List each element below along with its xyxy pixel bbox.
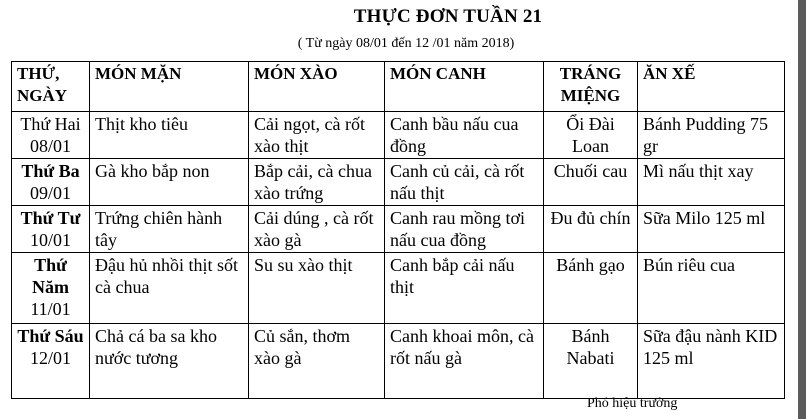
day-cell: [12, 159, 90, 206]
day-date: 09/01: [29, 183, 71, 203]
dessert-cell: Bánh Nabati: [544, 324, 638, 399]
main-dish-cell: Thịt kho tiêu: [90, 112, 249, 159]
window-edge: [798, 0, 806, 419]
day-cell: [12, 206, 90, 253]
header-soup: MÓN CANH: [385, 62, 544, 112]
day-name: Thứ Sáu: [17, 326, 84, 346]
dessert-cell: Chuối cau: [544, 159, 638, 206]
stir-fry-cell: Cải ngọt, cà rốt xào thịt: [249, 112, 385, 159]
day-date: 08/01: [29, 136, 71, 156]
header-dessert: TRÁNG MIỆNG: [544, 62, 638, 112]
table-row: [12, 159, 785, 206]
day-cell: [12, 324, 90, 399]
table-row: [12, 324, 785, 399]
dessert-cell: Ổi Đài Loan: [544, 112, 638, 159]
soup-cell: Canh bắp cải nấu thịt: [385, 253, 544, 324]
stir-fry-cell: Bắp cải, cà chua xào trứng: [249, 159, 385, 206]
header-stir-fry: MÓN XÀO: [249, 62, 385, 112]
day-name: Thứ Năm: [32, 255, 69, 297]
header-day: THỨ, NGÀY: [12, 62, 90, 112]
day-cell: [12, 253, 90, 324]
soup-cell: Canh rau mồng tơi nấu cua đồng: [385, 206, 544, 253]
day-name: Thứ Hai: [20, 114, 81, 134]
snack-cell: Bún riêu cua: [638, 253, 785, 324]
soup-cell: Canh củ cải, cà rốt nấu thịt: [385, 159, 544, 206]
table-row: [12, 206, 785, 253]
snack-cell: Mì nấu thịt xay: [638, 159, 785, 206]
main-dish-cell: Gà kho bắp non: [90, 159, 249, 206]
main-dish-cell: Chả cá ba sa kho nước tương: [90, 324, 249, 399]
signature-label: Phó hiệu trưởng: [587, 396, 678, 411]
dessert-cell: Đu đủ chín: [544, 206, 638, 253]
page-title: THỰC ĐƠN TUẦN 21: [353, 6, 543, 27]
day-date: 10/01: [29, 230, 71, 250]
snack-cell: Sữa Milo 125 ml: [638, 206, 785, 253]
date-range-subtitle: ( Từ ngày 08/01 đến 12 /01 năm 2018): [297, 36, 515, 51]
table-header-row: [12, 62, 785, 112]
table-row: [12, 253, 785, 324]
day-cell: [12, 112, 90, 159]
soup-cell: Canh khoai môn, cà rốt nấu gà: [385, 324, 544, 399]
header-main-dish: MÓN MẶN: [90, 62, 249, 112]
soup-cell: Canh bầu nấu cua đồng: [385, 112, 544, 159]
snack-cell: Bánh Pudding 75 gr: [638, 112, 785, 159]
stir-fry-cell: Su su xào thịt: [249, 253, 385, 324]
main-dish-cell: Đậu hủ nhồi thịt sốt cà chua: [90, 253, 249, 324]
dessert-cell: Bánh gạo: [544, 253, 638, 324]
snack-cell: Sữa đậu nành KID 125 ml: [638, 324, 785, 399]
day-date: 12/01: [29, 348, 71, 368]
table-row: [12, 112, 785, 159]
day-name: Thứ Tư: [20, 208, 81, 228]
stir-fry-cell: Cải dúng , cà rốt xào gà: [249, 206, 385, 253]
stir-fry-cell: Củ sắn, thơm xào gà: [249, 324, 385, 399]
day-date: 11/01: [30, 299, 71, 319]
header-snack: ĂN XẾ: [638, 62, 785, 112]
day-name: Thứ Ba: [21, 161, 80, 181]
weekly-menu-table: [11, 61, 785, 399]
main-dish-cell: Trứng chiên hành tây: [90, 206, 249, 253]
